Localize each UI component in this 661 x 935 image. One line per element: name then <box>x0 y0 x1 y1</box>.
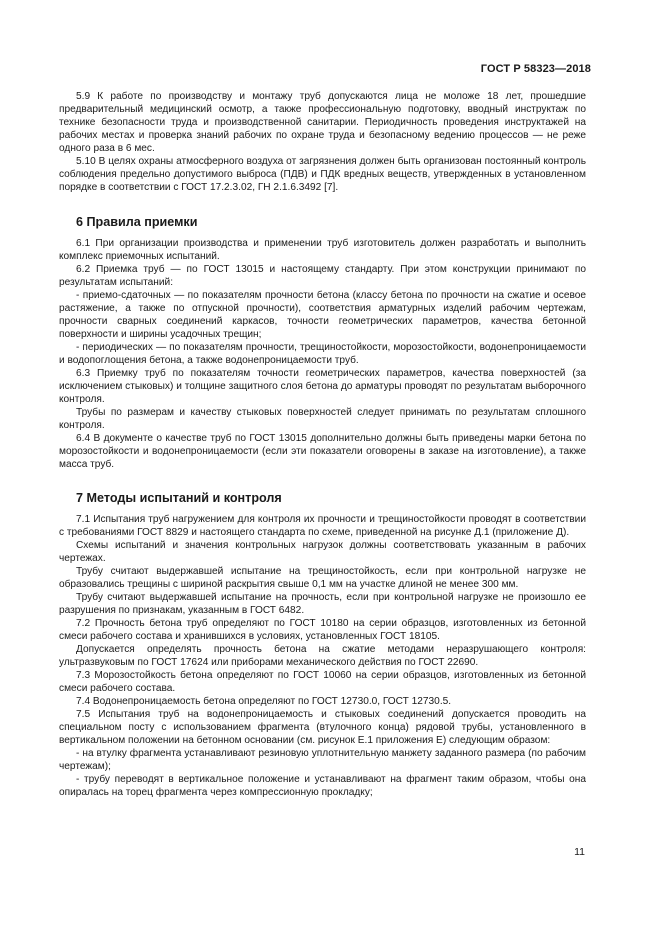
clause-6-3: 6.3 Приемку труб по показателям точности геометрических параметров, качества поверхностей (за исключением стыковых) и толщине защитного слоя бетона до арматуры проводят по результатам выборочного контроля. <box>59 368 586 405</box>
clause-7-3: 7.3 Морозостойкость бетона определяют по ГОСТ 10060 на серии образцов, изготовленных из бетонной смеси рабочего состава. <box>59 670 586 694</box>
page-number: 11 <box>574 846 585 858</box>
section-7-heading: 7 Методы испытаний и контроля <box>76 491 282 505</box>
list-item-acceptance-tests: - приемо-сдаточных — по показателям прочности бетона (классу бетона по прочности на сжатие и осевое растяжение, а также по отпускной прочности), соответствия арматурных изделий рабочим чертежам, прочности сварных соединений каркасов, точности геометрических параметров, качества бетонной поверхности и ширины усадочных трещин; <box>59 290 586 340</box>
clause-5-10: 5.10 В целях охраны атмосферного воздуха от загрязнения должен быть организован постоянный контроль соблюдения предельно допустимого выброса (ПДВ) и ПДК вредных веществ, утвержденных в установленном порядке в соответствии с ГОСТ 17.2.3.02, ГН 2.1.6.3492 [7]. <box>59 156 586 193</box>
list-item-periodic-tests: - периодических — по показателям прочности, трещиностойкости, морозостойкости, водонепроницаемости и водопоглощения бетона, а также водонепроницаемости труб. <box>59 342 586 366</box>
list-item-vertical-position: - трубу переводят в вертикальное положение и устанавливают на фрагмент таким образом, чтобы она опиралась на торец фрагмента через компрессионную прокладку; <box>59 774 586 798</box>
clause-7-5: 7.5 Испытания труб на водонепроницаемость и стыковых соединений допускается проводить на специальном посту с использованием фрагмента (втулочного конца) рядовой трубы, установленного в вертикальном положении на бетонном основании (см. рисунок Е.1 приложения Е) следующим образом: <box>59 709 586 746</box>
clause-7-2: 7.2 Прочность бетона труб определяют по ГОСТ 10180 на серии образцов, изготовленных из бетонной смеси рабочего состава и хранившихся в условиях, установленных ГОСТ 18105. <box>59 618 586 642</box>
clause-6-2: 6.2 Приемка труб — по ГОСТ 13015 и настоящему стандарту. При этом конструкции принимают по результатам испытаний: <box>59 264 586 288</box>
clause-6-1: 6.1 При организации производства и применении труб изготовитель должен разработать и выполнить комплекс приемочных испытаний. <box>59 238 586 262</box>
clause-6-4: 6.4 В документе о качестве труб по ГОСТ 13015 дополнительно должны быть приведены марки бетона по морозостойкости и водонепроницаемости (если эти показатели оговорены в заказе на изготовление), а также масса труб. <box>59 433 586 470</box>
clause-7-1: 7.1 Испытания труб нагружением для контроля их прочности и трещиностойкости проводят в соответствии с требованиями ГОСТ 8829 и настоящего стандарта по схеме, приведенной на рисунке Д.1 (приложение Д). <box>59 514 586 538</box>
list-item-cuff: - на втулку фрагмента устанавливают резиновую уплотнительную манжету заданного размера (по рабочим чертежам); <box>59 748 586 772</box>
paragraph-joint-surfaces: Трубы по размерам и качеству стыковых поверхностей следует принимать по результатам сплошного контроля. <box>59 407 586 431</box>
clause-7-4: 7.4 Водонепроницаемость бетона определяют по ГОСТ 12730.0, ГОСТ 12730.5. <box>76 696 452 707</box>
clause-5-9: 5.9 К работе по производству и монтажу труб допускаются лица не моложе 18 лет, прошедшие предварительный медицинский осмотр, а также профессиональную подготовку, вводный инструктаж по технике безопасности труда и производственной санитарии. Периодичность проведения инструктажей на рабочих местах и проверка знаний рабочих по охране труда и безопасному ведению процессов — не реже одного раза в 6 мес. <box>59 91 586 154</box>
section-6-heading: 6 Правила приемки <box>76 215 198 229</box>
paragraph-nondestructive: Допускается определять прочность бетона на сжатие методами неразрушающего контроля: ультразвуковым по ГОСТ 17624 или приборами механического действия по ГОСТ 22690. <box>59 644 586 668</box>
paragraph-crack-resistance: Трубу считают выдержавшей испытание на трещиностойкость, если при контрольной нагрузке не образовались трещины с шириной раскрытия свыше 0,1 мм на участке длиной не менее 300 мм. <box>59 566 586 590</box>
page-content <box>59 90 586 799</box>
paragraph-strength: Трубу считают выдержавшей испытание на прочность, если при контрольной нагрузке не произошло ее разрушения по признакам, указанным в ГОСТ 6482. <box>59 592 586 616</box>
document-code-header: ГОСТ Р 58323—2018 <box>480 63 591 75</box>
paragraph-test-schemes: Схемы испытаний и значения контрольных нагрузок должны соответствовать указанным в рабочих чертежах. <box>59 540 586 564</box>
